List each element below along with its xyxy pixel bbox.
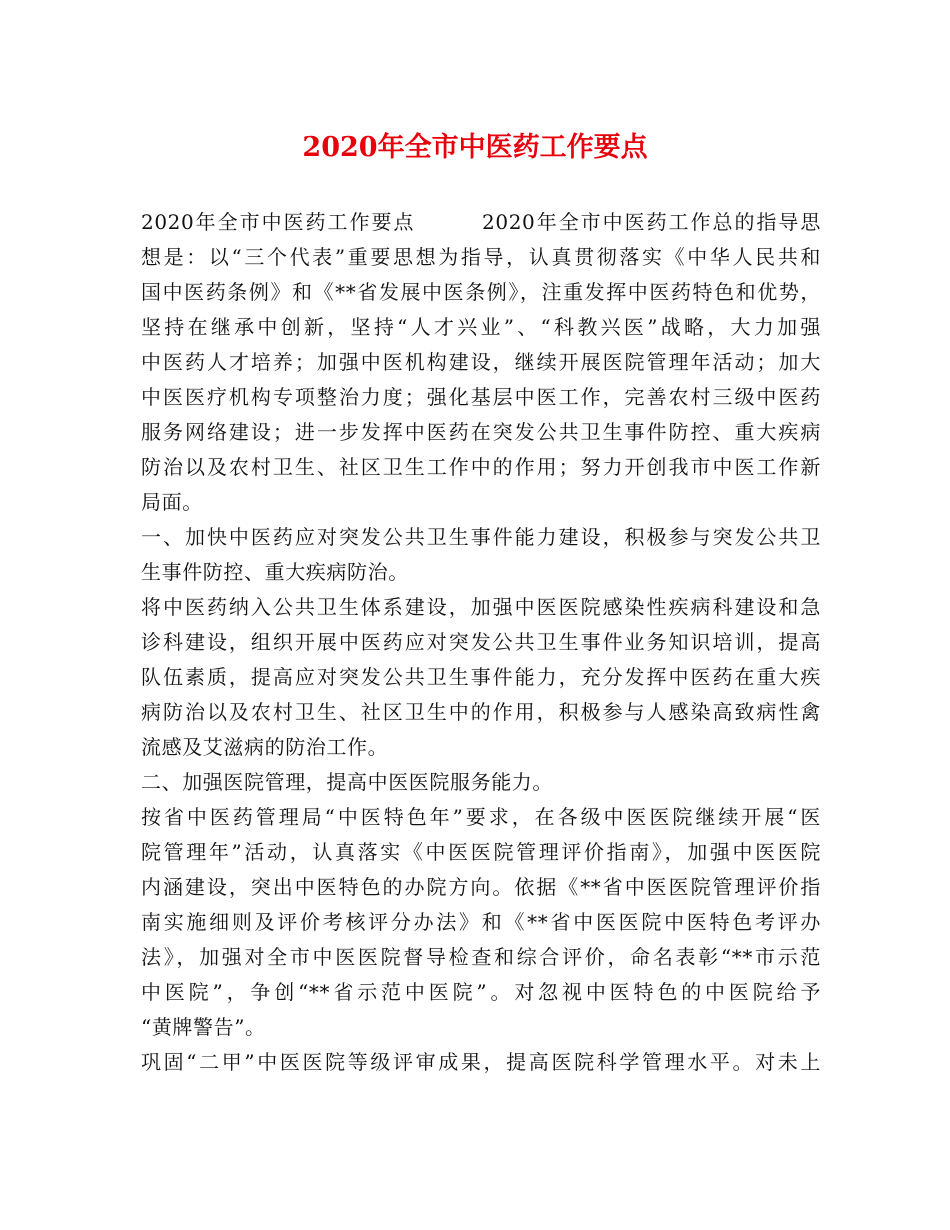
body-line: 国中医药条例》和《**省发展中医条例》，注重发挥中医药特色和优势，	[141, 280, 821, 304]
body-line: 中医院”，争创“**省示范中医院”。对忽视中医特色的中医院给予	[141, 980, 821, 1004]
body-line: 法》，加强对全市中医医院督导检查和综合评价，命名表彰“**市示范	[141, 945, 821, 969]
body-line: 南实施细则及评价考核评分办法》和《**省中医医院中医特色考评办	[141, 910, 821, 934]
section-heading-line: 生事件防控、重大疾病防治。	[141, 560, 409, 584]
document-title: 2020年全市中医药工作要点	[302, 132, 648, 163]
body-line: “黄牌警告”。	[141, 1015, 266, 1039]
body-line: 想是：以“三个代表”重要思想为指导，认真贯彻落实《中华人民共和	[141, 245, 821, 269]
section-heading-line: 一、加快中医药应对突发公共卫生事件能力建设，积极参与突发公共卫	[141, 525, 821, 549]
body-line: 按省中医药管理局“中医特色年”要求，在各级中医医院继续开展“医	[141, 805, 821, 829]
body-line: 将中医药纳入公共卫生体系建设，加强中医医院感染性疾病科建设和急	[141, 595, 821, 619]
body-line: 院管理年”活动，认真落实《中医医院管理评价指南》，加强中医医院	[141, 840, 821, 864]
body-line: 2020年全市中医药工作要点 2020年全市中医药工作总的指导思	[141, 210, 821, 234]
body-line: 中医药人才培养；加强中医机构建设，继续开展医院管理年活动；加大	[141, 350, 821, 374]
document-body	[141, 205, 821, 1080]
section-heading-line: 二、加强医院管理，提高中医医院服务能力。	[141, 770, 553, 794]
body-line: 诊科建设，组织开展中医药应对突发公共卫生事件业务知识培训，提高	[141, 630, 821, 654]
body-line: 中医医疗机构专项整治力度；强化基层中医工作，完善农村三级中医药	[141, 385, 821, 409]
body-line: 防治以及农村卫生、社区卫生工作中的作用；努力开创我市中医工作新	[141, 455, 821, 479]
body-line: 坚持在继承中创新，坚持“人才兴业”、“科教兴医”战略，大力加强	[141, 315, 821, 339]
body-line: 队伍素质，提高应对突发公共卫生事件能力，充分发挥中医药在重大疾	[141, 665, 821, 689]
body-line: 病防治以及农村卫生、社区卫生中的作用，积极参与人感染高致病性禽	[141, 700, 821, 724]
body-line: 流感及艾滋病的防治工作。	[141, 735, 389, 759]
body-line: 局面。	[141, 490, 203, 514]
body-line: 巩固“二甲”中医医院等级评审成果，提高医院科学管理水平。对未上	[141, 1050, 821, 1074]
body-line: 服务网络建设；进一步发挥中医药在突发公共卫生事件防控、重大疾病	[141, 420, 821, 444]
body-line: 内涵建设，突出中医特色的办院方向。依据《**省中医医院管理评价指	[141, 875, 821, 899]
